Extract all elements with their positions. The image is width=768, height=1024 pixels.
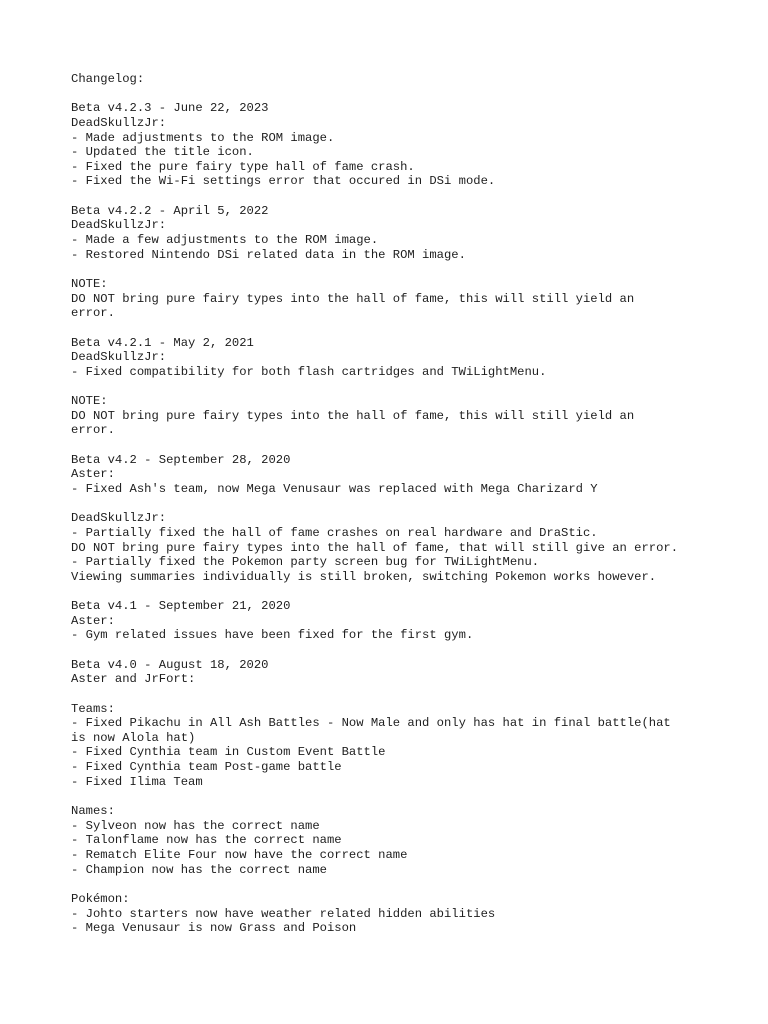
changelog-item: - Fixed Ilima Team xyxy=(71,774,203,789)
blank-line xyxy=(71,262,721,277)
note-text: DO NOT bring pure fairy types into the hall of fame, this will still yield an xyxy=(71,291,635,306)
note-label: NOTE: xyxy=(71,394,108,409)
blank-line xyxy=(71,87,721,102)
changelog-item: - Rematch Elite Four now have the correct name xyxy=(71,847,408,862)
blank-line xyxy=(71,189,721,204)
section-label: Pokémon: xyxy=(71,891,130,906)
changelog-item: - Talonflame now has the correct name xyxy=(71,833,342,848)
note-text: error. xyxy=(71,306,115,321)
changelog-item: - Champion now has the correct name xyxy=(71,862,327,877)
note-text: DO NOT bring pure fairy types into the hall of fame, this will still yield an xyxy=(71,408,635,423)
changelog-item: - Fixed Cynthia team in Custom Event Battle xyxy=(71,745,386,760)
version-heading: Beta v4.1 - September 21, 2020 xyxy=(71,599,291,614)
changelog-item: - Made adjustments to the ROM image. xyxy=(71,130,335,145)
author-line: DeadSkullzJr: xyxy=(71,511,167,526)
version-heading: Beta v4.2.1 - May 2, 2021 xyxy=(71,335,254,350)
blank-line xyxy=(71,497,721,512)
version-heading: Beta v4.2 - September 28, 2020 xyxy=(71,452,291,467)
changelog-item: - Gym related issues have been fixed for the first gym. xyxy=(71,628,474,643)
changelog-item: - Johto starters now have weather related hidden abilities xyxy=(71,906,496,921)
section-label: Teams: xyxy=(71,701,115,716)
author-line: Aster: xyxy=(71,467,115,482)
changelog-item: - Fixed compatibility for both flash cartridges and TWiLightMenu. xyxy=(71,364,547,379)
blank-line xyxy=(71,687,721,702)
note-text: error. xyxy=(71,423,115,438)
changelog-item: - Fixed the pure fairy type hall of fame crash. xyxy=(71,159,415,174)
changelog-item: - Restored Nintendo DSi related data in the ROM image. xyxy=(71,247,466,262)
changelog-heading: Changelog: xyxy=(71,72,145,86)
blank-line xyxy=(71,877,721,892)
author-line: Aster and JrFort: xyxy=(71,672,196,687)
document-page xyxy=(71,72,721,936)
changelog-item: - Partially fixed the Pokemon party screen bug for TWiLightMenu. xyxy=(71,555,540,570)
changelog-item: - Fixed Ash's team, now Mega Venusaur was replaced with Mega Charizard Y xyxy=(71,481,598,496)
changelog-item: Viewing summaries individually is still broken, switching Pokemon works however. xyxy=(71,569,657,584)
blank-line xyxy=(71,321,721,336)
changelog-item: - Fixed Cynthia team Post-game battle xyxy=(71,760,342,775)
version-heading: Beta v4.2.2 - April 5, 2022 xyxy=(71,203,269,218)
version-heading: Beta v4.2.3 - June 22, 2023 xyxy=(71,101,269,116)
blank-line xyxy=(71,789,721,804)
changelog-item: - Mega Venusaur is now Grass and Poison xyxy=(71,921,357,936)
changelog-item: - Sylveon now has the correct name xyxy=(71,818,320,833)
author-line: DeadSkullzJr: xyxy=(71,115,167,130)
section-label: Names: xyxy=(71,804,115,819)
version-heading: Beta v4.0 - August 18, 2020 xyxy=(71,657,269,672)
changelog-item: - Partially fixed the hall of fame crashes on real hardware and DraStic. xyxy=(71,525,598,540)
blank-line xyxy=(71,584,721,599)
blank-line xyxy=(71,438,721,453)
blank-line xyxy=(71,379,721,394)
author-line: DeadSkullzJr: xyxy=(71,350,167,365)
blank-line xyxy=(71,643,721,658)
changelog-item: is now Alola hat) xyxy=(71,730,196,745)
changelog-item: - Fixed the Wi-Fi settings error that occured in DSi mode. xyxy=(71,174,496,189)
author-line: DeadSkullzJr: xyxy=(71,218,167,233)
author-line: Aster: xyxy=(71,613,115,628)
note-label: NOTE: xyxy=(71,276,108,291)
changelog-item: - Updated the title icon. xyxy=(71,145,254,160)
changelog-item: - Made a few adjustments to the ROM image. xyxy=(71,233,379,248)
changelog-item: - Fixed Pikachu in All Ash Battles - Now Male and only has hat in final battle(hat xyxy=(71,716,671,731)
changelog-item: DO NOT bring pure fairy types into the hall of fame, that will still give an error. xyxy=(71,540,679,555)
